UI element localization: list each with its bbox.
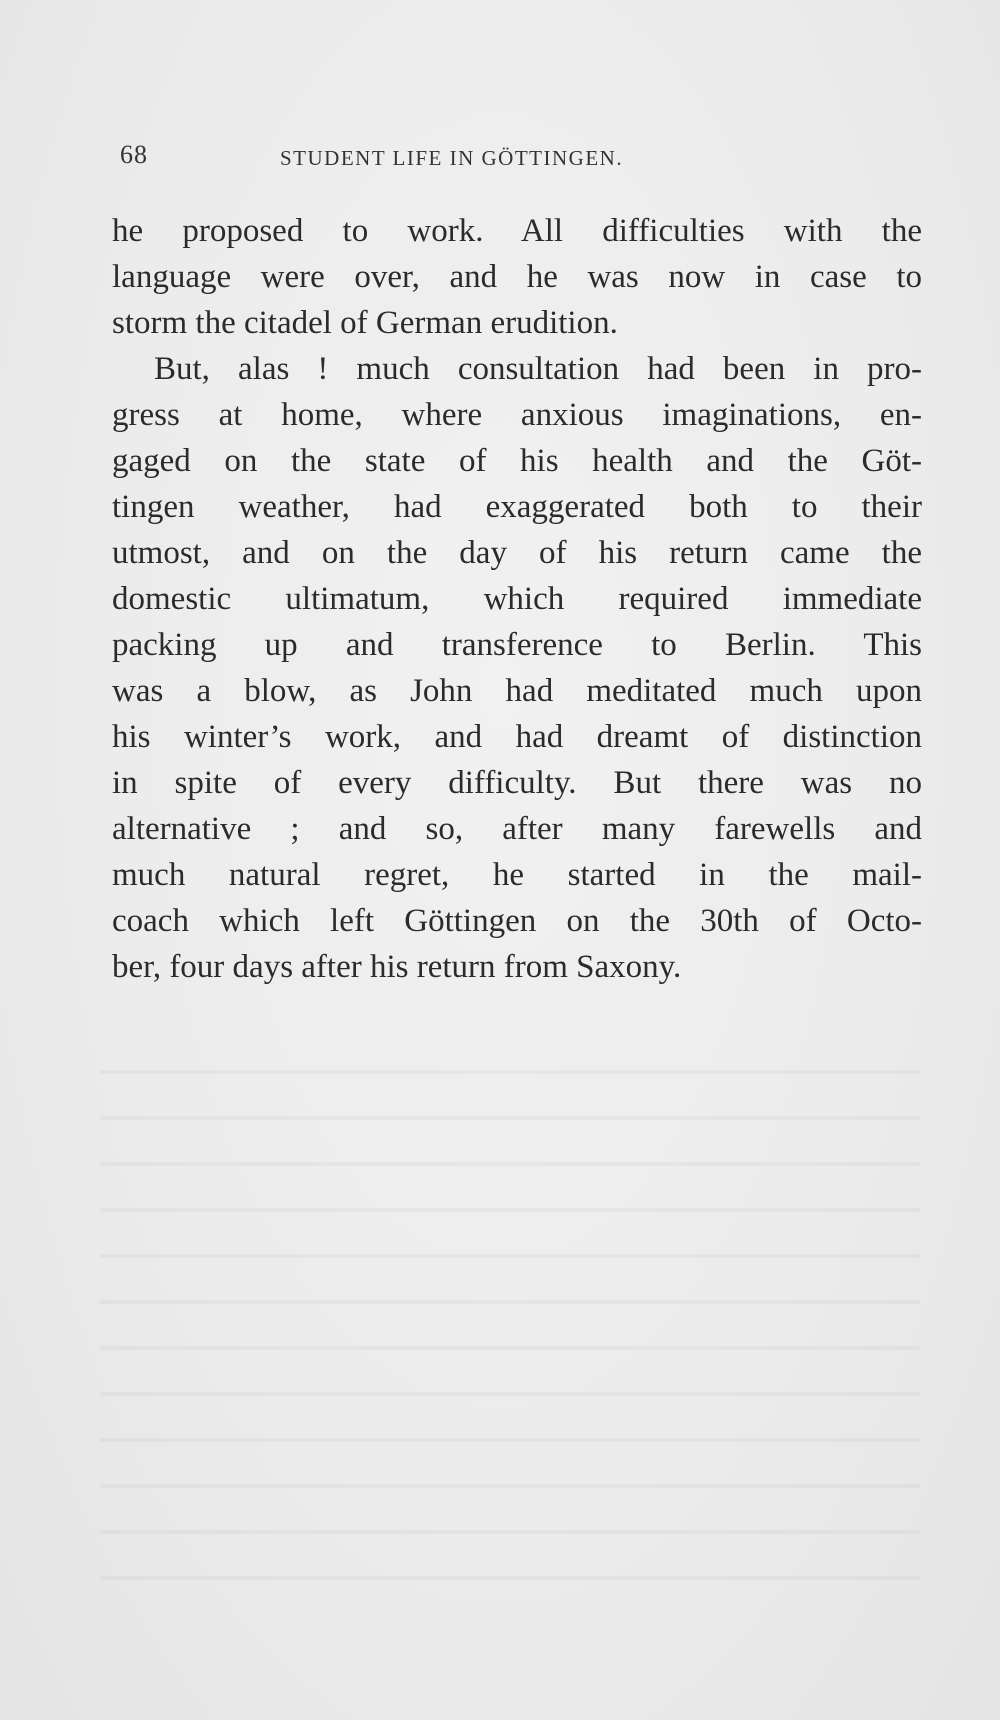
text-line: ber, four days after his return from Saxony. xyxy=(112,949,682,985)
text-line: he proposed to work. All difficulties with the xyxy=(112,213,922,249)
text-line: storm the citadel of German erudition. xyxy=(112,305,618,341)
text-line: his winter’s work, and had dreamt of distinction xyxy=(112,719,922,755)
text-line: utmost, and on the day of his return came the xyxy=(112,535,922,571)
page-number: 68 xyxy=(120,140,148,169)
body-text xyxy=(112,208,922,990)
text-line: domestic ultimatum, which required immediate xyxy=(112,581,922,617)
text-line: much natural regret, he started in the mail- xyxy=(112,857,922,893)
text-line: packing up and transference to Berlin. This xyxy=(112,627,922,663)
paragraph xyxy=(112,208,922,346)
text-line: language were over, and he was now in case to xyxy=(112,259,922,295)
text-line: was a blow, as John had meditated much upon xyxy=(112,673,922,709)
paragraph xyxy=(112,346,922,990)
text-line: coach which left Göttingen on the 30th of Octo- xyxy=(112,903,922,939)
text-line: tingen weather, had exaggerated both to their xyxy=(112,489,922,525)
text-line: gress at home, where anxious imaginations, en- xyxy=(112,397,922,433)
show-through-texture xyxy=(100,1040,920,1600)
text-line: But, alas ! much consultation had been in pro- xyxy=(154,351,922,387)
text-line: gaged on the state of his health and the Göt- xyxy=(112,443,922,479)
running-head xyxy=(120,140,760,180)
running-title: STUDENT LIFE IN GÖTTINGEN. xyxy=(280,146,624,170)
text-line: in spite of every difficulty. But there was no xyxy=(112,765,922,801)
text-line: alternative ; and so, after many farewells and xyxy=(112,811,922,847)
